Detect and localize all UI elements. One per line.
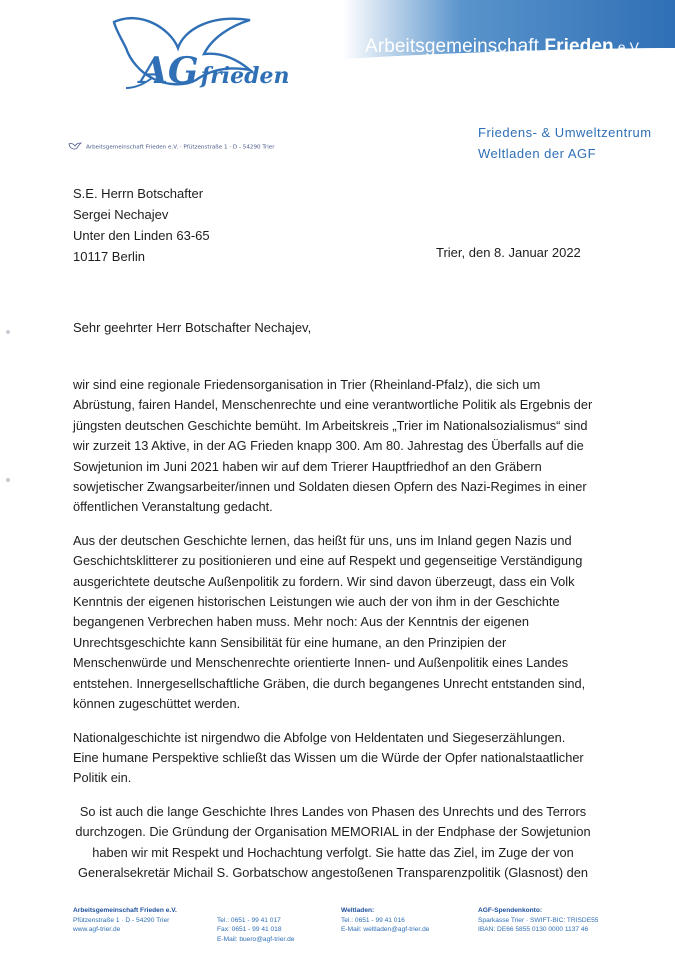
footer-bank-line-1: Sparkasse Trier · SWIFT-BIC: TRISDE55: [478, 916, 599, 924]
salutation: Sehr geehrter Herr Botschafter Nechajev,: [73, 320, 312, 335]
dove-mini-icon: [68, 142, 82, 152]
paragraph-1: wir sind eine regionale Friedensorganisation in Trier (Rheinland-Pfalz), die sich um Abrüstung, fairen Handel, Menschenrechte und eine verantwortliche Politik als Ergebnis der jüngsten deutschen Geschichte bemüht. Im Arbeitskreis „Trier im Nationalsozialismus“ sind wir zurzeit 13 Aktive, in der AG Frieden knapp 300. Am 80. Jahrestag des Überfalls auf die Sowjetunion im Juni 2021 haben wir auf dem Trierer Hauptfriedhof an den Gräbern sowjetischer Zwangsarbeiter/innen und Soldaten diesen Opfern des Nazi-Regimes in einer öffentlichen Veranstaltung gedacht.: [73, 377, 593, 515]
logo-ag-text: AG: [140, 50, 199, 92]
recipient-address: [73, 183, 210, 267]
footer-contact: [217, 916, 294, 945]
footer-weltladen-phone: Tel.: 0651 - 99 41 016: [341, 916, 405, 924]
footer-phone: Tel.: 0651 - 99 41 017: [217, 916, 281, 924]
letter-date: Trier, den 8. Januar 2022: [436, 245, 581, 260]
footer-org-address: Pfützenstraße 1 · D - 54290 Trier: [73, 916, 170, 924]
sender-line-text: Arbeitsgemeinschaft Frieden e.V. · Pfützenstraße 1 · D - 54290 Trier: [86, 144, 275, 151]
footer-weltladen-head: Weltladen:: [341, 907, 375, 914]
footer-bank-head: AGF-Spendenkonto:: [478, 907, 543, 914]
footer-email: E-Mail: buero@agf-trier.de: [217, 935, 295, 943]
address-line-1: S.E. Herrn Botschafter: [73, 186, 204, 201]
logo-frieden-text: frieden: [200, 63, 290, 89]
footer-weltladen: [341, 906, 429, 935]
address-line-4: 10117 Berlin: [73, 249, 146, 264]
fold-mark-2: [6, 478, 10, 482]
footer-org-web: www.agf-trier.de: [73, 926, 121, 934]
paragraph-3: Nationalgeschichte ist nirgendwo die Abfolge von Heldentaten und Siegeserzählungen. Eine humane Perspektive schließt das Wissen um die Würde der Opfer nationalstaatlicher Politik ein.: [73, 729, 584, 786]
letter-body: [73, 375, 593, 896]
org-title-suffix: e.V.: [613, 39, 642, 55]
fold-mark-1: [6, 330, 10, 334]
footer-fax: Fax: 0651 - 99 41 018: [217, 926, 282, 934]
org-title: [365, 36, 642, 58]
footer-org-name: Arbeitsgemeinschaft Frieden e.V.: [73, 907, 177, 914]
address-line-2: Sergei Nechajev: [73, 207, 169, 222]
center-info: [478, 122, 652, 164]
footer-org: [73, 906, 177, 935]
paragraph-2: Aus der deutschen Geschichte lernen, das heißt für uns, uns im Inland gegen Nazis und Geschichtsklitterer zu positionieren und eine auf Respekt und gegenseitige Verständigung ausgerichtete deutsche Außenpolitik zu fordern. Wir sind davon überzeugt, dass ein Volk Kenntnis der eigenen historischen Leistungen wie auch der von ihm in der Geschichte begangenen Verbrechen haben muss. Mehr noch: Aus der Kenntnis der eigenen Unrechtsgeschichte kann Sensibilität für eine humane, an den Prinzipien der Menschenwürde und Menschenrechte orientierte Innen- und Außenpolitik eines Landes entstehen. Innergesellschaftliche Gräben, die durch begangenes Unrecht entstanden sind, können zugeschüttet werden.: [73, 532, 586, 712]
org-title-prefix: Arbeitsgemeinschaft: [365, 36, 545, 57]
org-title-bold: Frieden: [544, 36, 614, 57]
agf-logo: [100, 0, 300, 110]
paragraph-4: So ist auch die lange Geschichte Ihres Landes von Phasen des Unrechts und des Terrors durchzogen. Die Gründung der Organisation MEMORIAL in der Endphase der Sowjetunion haben wir mit Respekt und Hochachtung verfolgt. Sie hatte das Ziel, im Zuge der von Generalsekretär Michail S. Gorbatschow angestoßenen Transparenzpolitik (Glasnost) den: [75, 803, 591, 880]
footer-bank-iban: IBAN: DE66 5855 0130 0000 1137 46: [478, 926, 589, 934]
footer-bank: [478, 906, 598, 935]
address-line-3: Unter den Linden 63-65: [73, 228, 210, 243]
sender-line: [68, 142, 275, 152]
center-line-2: Weltladen der AGF: [478, 146, 597, 161]
footer-weltladen-email: E-Mail: weltladen@agf-trier.de: [341, 926, 430, 934]
center-line-1: Friedens- & Umweltzentrum: [478, 125, 652, 140]
